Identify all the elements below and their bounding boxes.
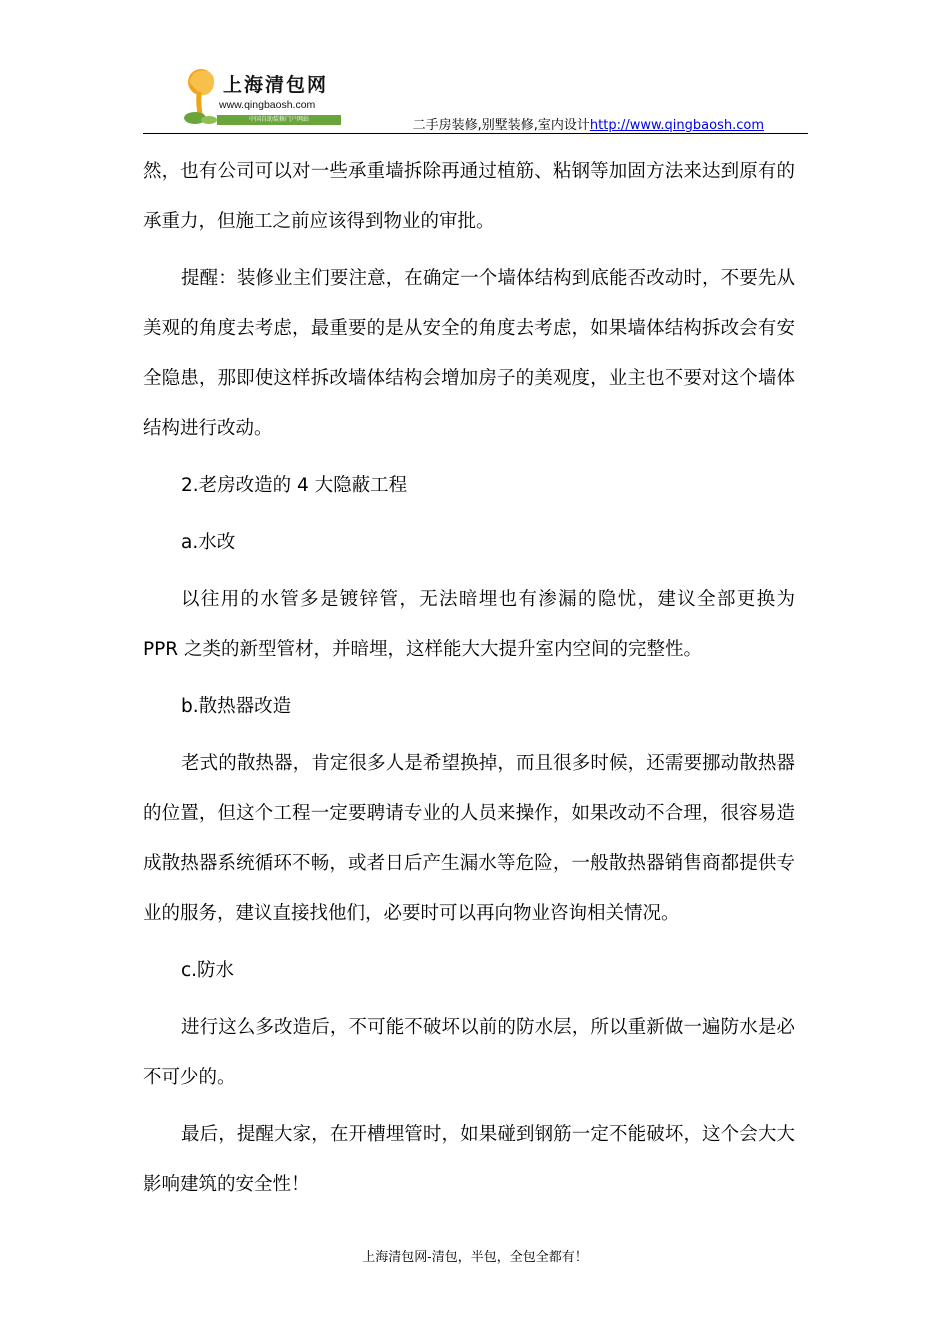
page-header	[143, 66, 808, 134]
paragraph-radiator: 老式的散热器，肯定很多人是希望换掉，而且很多时候，还需要挪动散热器的位置，但这个工程一定要聘请专业的人员来操作，如果改动不合理，很容易造成散热器系统循环不畅，或者日后产生漏水等危险，一般散热器销售商都提供专业的服务，建议直接找他们，必要时可以再向物业咨询相关情况。	[143, 753, 795, 924]
header-tagline-group	[413, 114, 764, 133]
subheading-radiator: b.散热器改造	[181, 696, 292, 717]
logo-url: www.qingbaosh.com	[219, 99, 316, 111]
paragraph-continuation: 然，也有公司可以对一些承重墙拆除再通过植筋、粘钢等加固方法来达到原有的承重力，但施工之前应该得到物业的审批。	[143, 161, 795, 232]
header-tagline: 二手房装修,别墅装修,室内设计	[412, 118, 590, 133]
paragraph-final-reminder: 最后，提醒大家，在开槽埋管时，如果碰到钢筋一定不能破坏，这个会大大影响建筑的安全性！	[143, 1124, 795, 1195]
subheading-waterproof: c.防水	[181, 960, 235, 981]
logo-slogan: 中国自助装修门户网站	[217, 115, 341, 125]
paragraph-water: 以往用的水管多是镀锌管，无法暗埋也有渗漏的隐忧，建议全部更换为 PPR 之类的新型管材，并暗埋，这样能大大提升室内空间的完整性。	[143, 589, 795, 660]
header-divider	[143, 133, 808, 134]
paragraph-reminder: 提醒：装修业主们要注意，在确定一个墙体结构到底能否改动时，不要先从美观的角度去考虑，最重要的是从安全的角度去考虑，如果墙体结构拆改会有安全隐患，那即使这样拆改墙体结构会增加房子的美观度，业主也不要对这个墙体结构进行改动。	[143, 268, 795, 439]
paragraph-waterproof: 进行这么多改造后，不可能不破坏以前的防水层，所以重新做一遍防水是必不可少的。	[143, 1017, 795, 1088]
article-body	[143, 147, 795, 1210]
logo-title: 上海清包网	[223, 74, 329, 96]
site-logo[interactable]	[179, 66, 349, 128]
page-footer: 上海清包网-清包，半包，全包全都有！	[362, 1250, 588, 1265]
site-link[interactable]: http://www.qingbaosh.com	[589, 118, 764, 133]
subheading-water: a.水改	[181, 532, 236, 553]
section-heading: 2.老房改造的 4 大隐蔽工程	[181, 475, 408, 496]
